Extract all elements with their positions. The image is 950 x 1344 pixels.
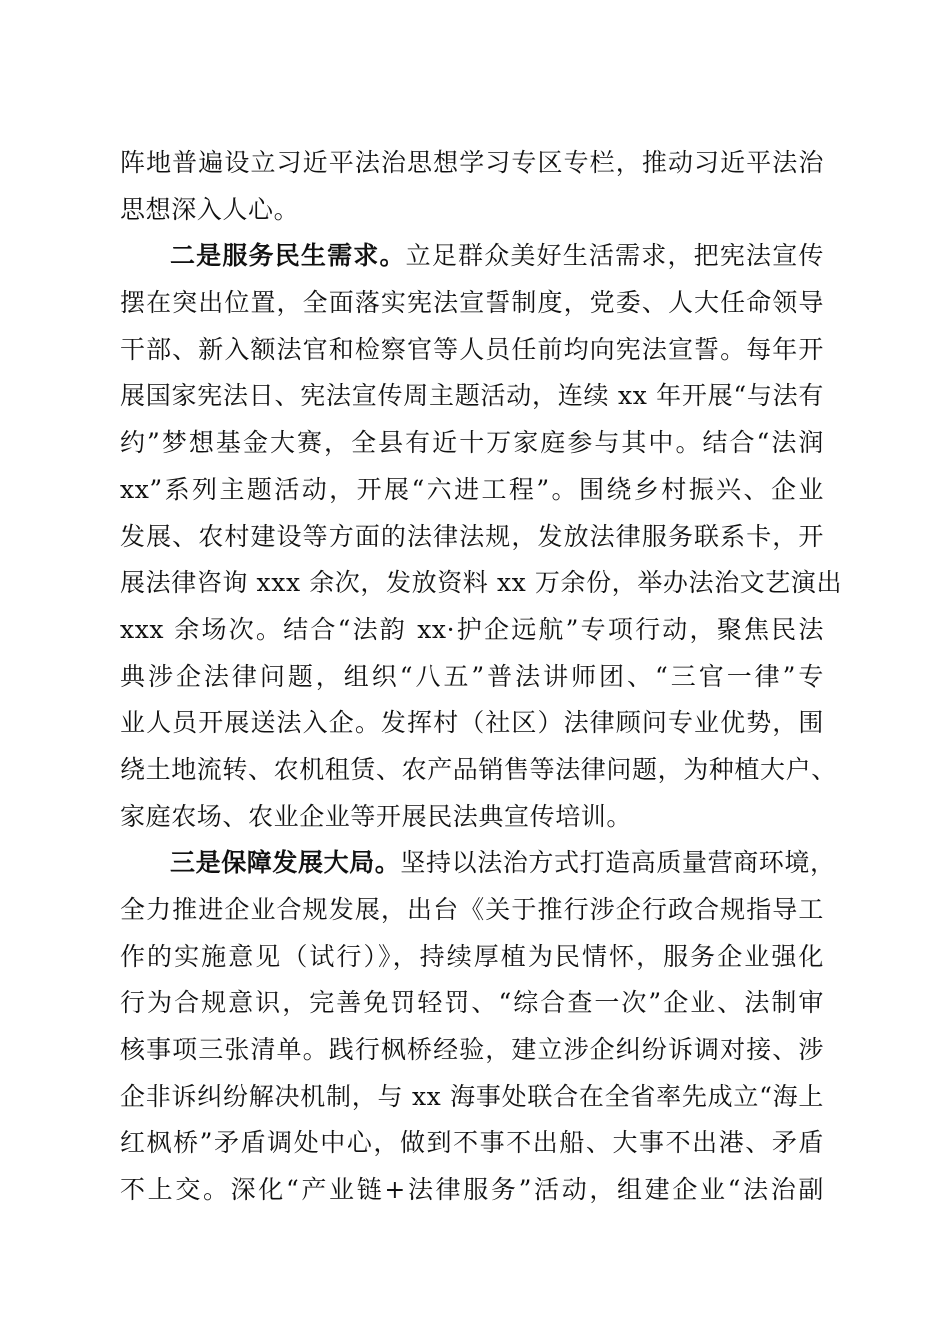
- text-line: 全力推进企业合规发展，出台《关于推行涉企行政合规指导工: [120, 895, 824, 924]
- text-line: 核事项三张清单。践行枫桥经验，建立涉企纠纷诉调对接、涉: [120, 1035, 824, 1065]
- text-line: xxx 余场次。结合“法韵 xx·护企远航”专项行动，聚焦民法: [120, 614, 824, 644]
- text-line: xx”系列主题活动，开展“六进工程”。围绕乡村振兴、企业: [120, 474, 824, 504]
- text-line: 思想深入人心。: [120, 194, 300, 224]
- text-line: 作的实施意见（试行）》，持续厚植为民情怀，服务企业强化: [120, 941, 824, 971]
- text-line: 展法律咨询 xxx 余次，发放资料 xx 万余份，举办法治文艺演出: [120, 568, 843, 598]
- paragraph-3-first-line-text: 坚持以法治方式打造高质量营商环境，: [400, 848, 836, 878]
- text-line: 阵地普遍设立习近平法治思想学习专区专栏，推动习近平法治: [120, 148, 824, 177]
- paragraph-2-first-line-text: 立足群众美好生活需求，把宪法宣传: [405, 241, 824, 271]
- text-line: 红枫桥”矛盾调处中心，做到不事不出船、大事不出港、矛盾: [120, 1128, 824, 1158]
- text-line: 不上交。深化“产业链+法律服务”活动，组建企业“法治副: [120, 1175, 824, 1205]
- paragraph-3-first-line: [120, 840, 836, 887]
- text-line: 干部、新入额法官和检察官等人员任前均向宪法宣誓。每年开: [120, 334, 824, 364]
- text-line: 家庭农场、农业企业等开展民法典宣传培训。: [120, 801, 633, 831]
- text-line: 约”梦想基金大赛，全县有近十万家庭参与其中。结合“法润: [120, 428, 824, 458]
- text-line: 业人员开展送法入企。发挥村（社区）法律顾问专业优势，围: [120, 708, 824, 738]
- paragraph-1: [120, 140, 824, 233]
- text-line: 行为合规意识，完善免罚轻罚、“综合查一次”企业、法制审: [120, 988, 824, 1018]
- text-line: 典涉企法律问题，组织“八五”普法讲师团、“三官一律”专: [120, 661, 824, 691]
- text-line: 展国家宪法日、宪法宣传周主题活动，连续 xx 年开展“与法有: [120, 381, 824, 411]
- text-line: 发展、农村建设等方面的法律法规，发放法律服务联系卡，开: [120, 521, 824, 551]
- paragraph-3-heading: 三是保障发展大局。: [170, 848, 401, 878]
- text-line: 绕土地流转、农机租赁、农产品销售等法律问题，为种植大户、: [120, 754, 837, 784]
- text-line: 企非诉纠纷解决机制，与 xx 海事处联合在全省率先成立“海上: [120, 1081, 824, 1111]
- text-line: 摆在突出位置，全面落实宪法宣誓制度，党委、人大任命领导: [120, 288, 824, 318]
- paragraph-2-heading: 二是服务民生需求。: [170, 241, 406, 271]
- paragraph-3: [120, 840, 836, 1214]
- paragraph-2-first-line: [120, 233, 824, 280]
- document-body: [120, 140, 843, 1214]
- paragraph-2: [120, 233, 843, 840]
